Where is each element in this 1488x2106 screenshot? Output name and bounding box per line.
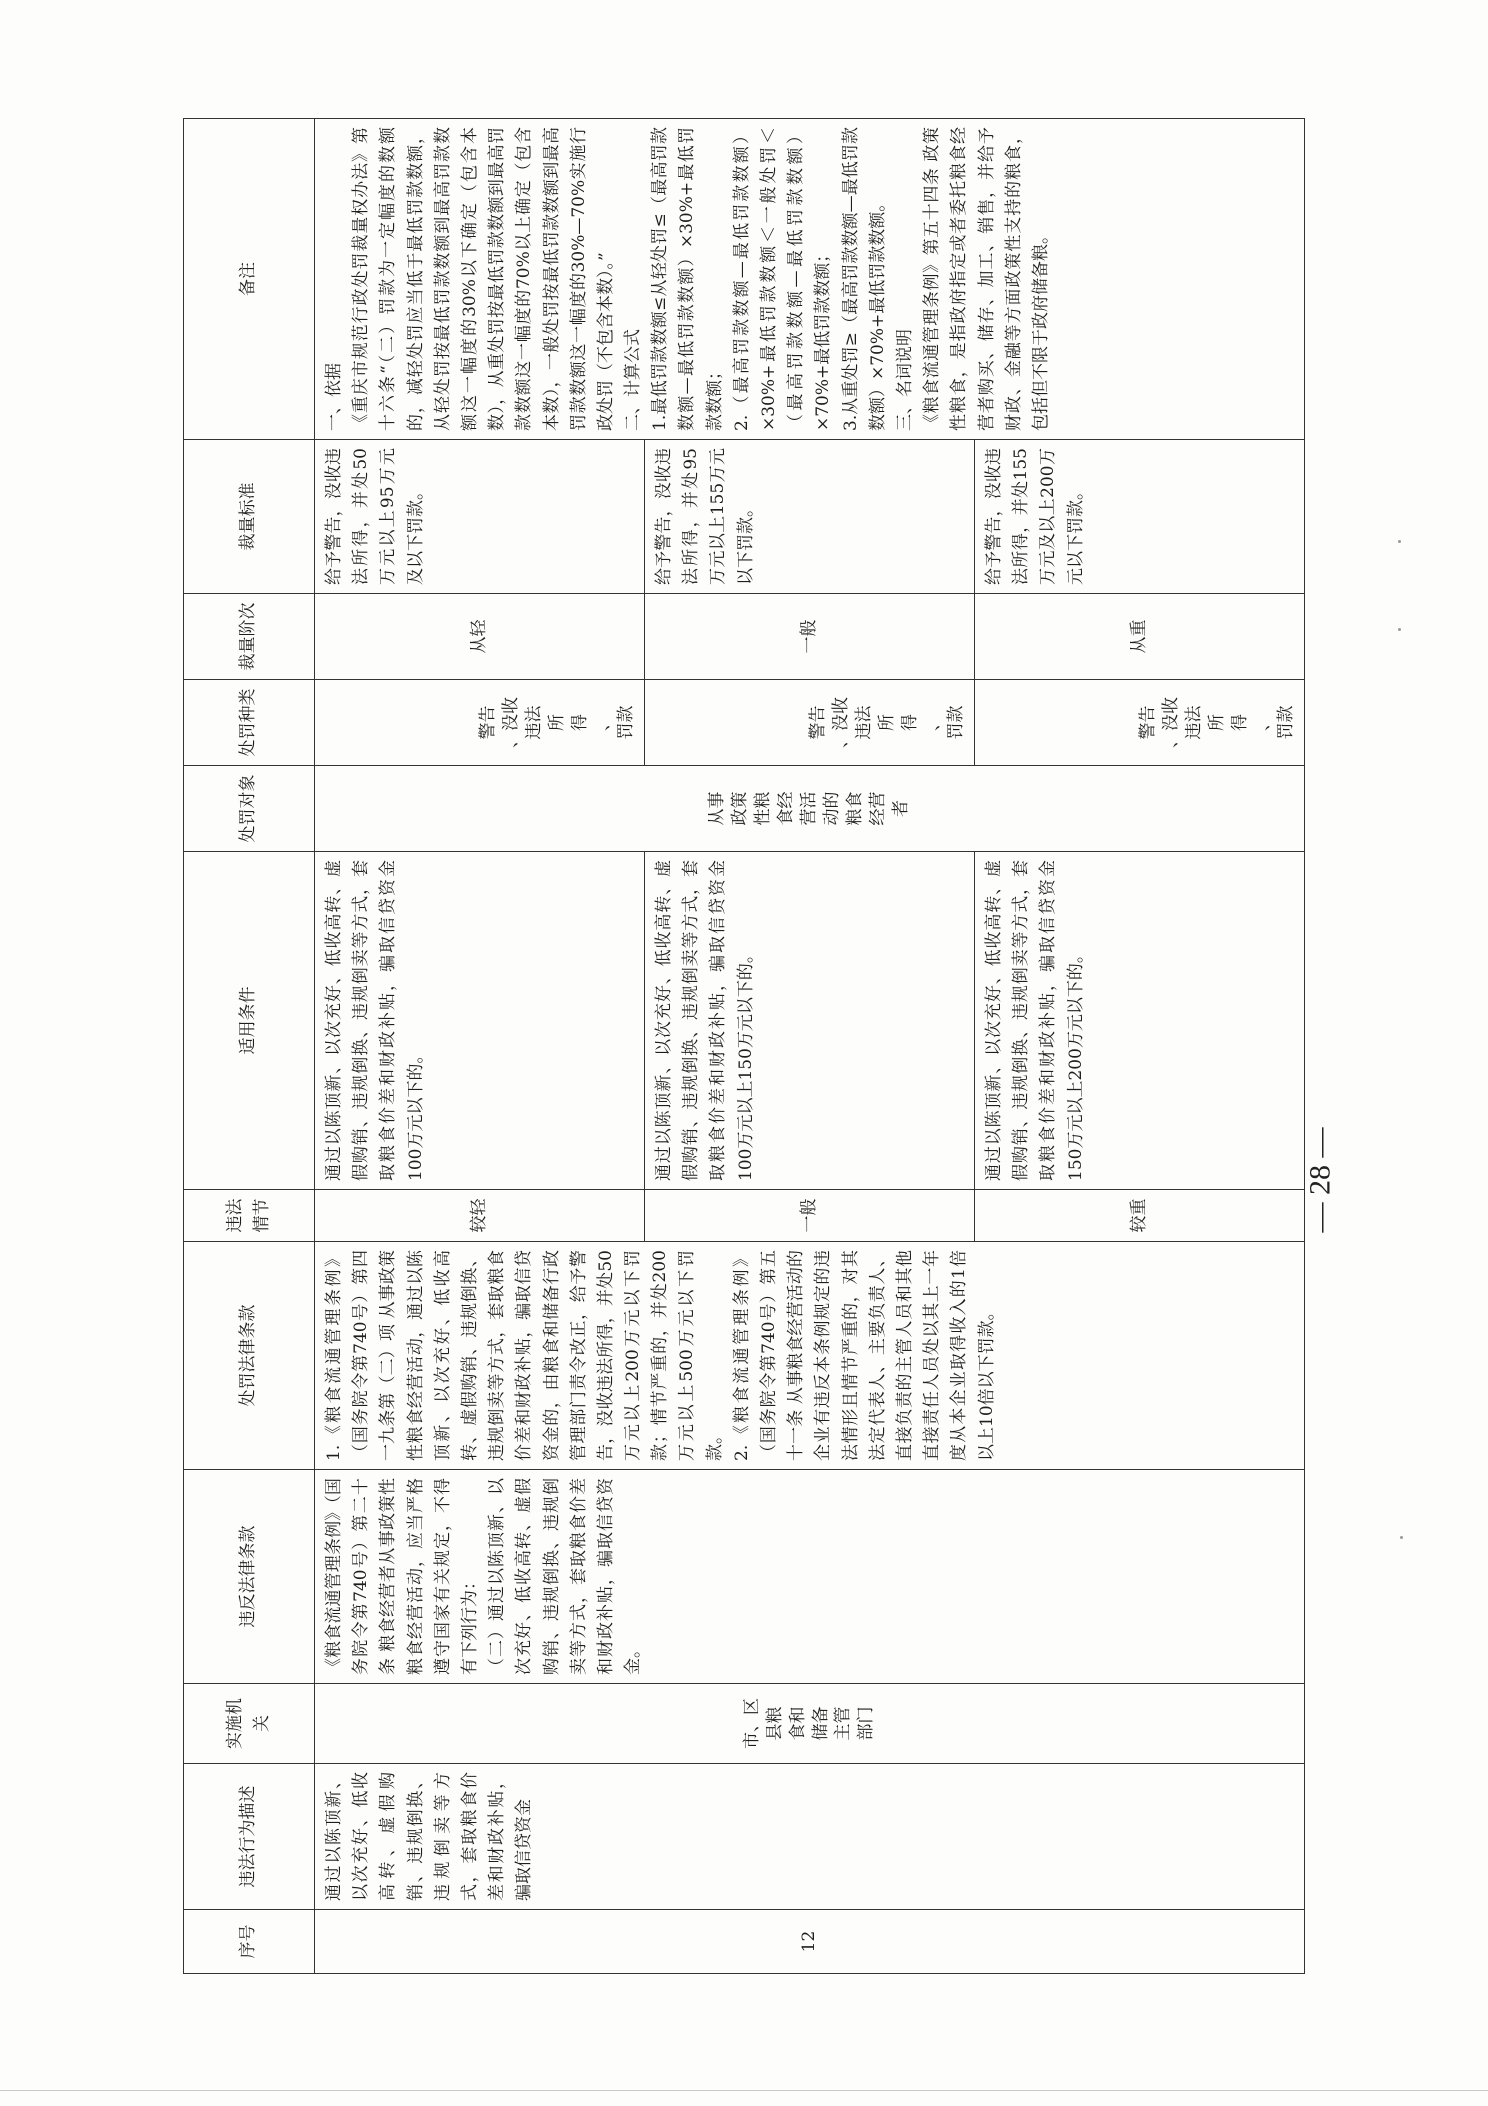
header-row	[184, 119, 315, 1974]
table-row	[315, 119, 645, 1974]
row-description	[315, 1764, 1305, 1910]
penalty-type-line: 所	[547, 714, 568, 731]
standard-cell	[644, 440, 974, 594]
header-seq: 序号	[184, 1910, 315, 1974]
row-target	[315, 766, 1305, 852]
penalty-type-line: 警告	[1138, 705, 1159, 740]
target-line: 从事	[707, 791, 728, 826]
header-circumstance: 违法情节	[184, 1190, 315, 1242]
conditions-cell	[974, 852, 1304, 1190]
circumstance-cell: 较轻	[315, 1190, 645, 1242]
circumstance-cell: 一般	[644, 1190, 974, 1242]
row-description-text: 通过以陈顶新、以次充好、低收高转、虚假购销、违规倒换、违规倒卖等方式，套取粮食价差和财政补贴，骗取信贷资金	[324, 1772, 535, 1901]
conditions-cell	[644, 852, 974, 1190]
header-remarks: 备注	[184, 119, 315, 440]
scan-edge-line	[0, 2090, 1488, 2091]
penalty-type-line: 违法	[854, 705, 875, 740]
penalty-type-line: 所	[877, 714, 898, 731]
agency-line: 储备	[810, 1706, 831, 1741]
header-conditions: 适用条件	[184, 852, 315, 1190]
page-number-text: — 28 —	[1303, 1127, 1336, 1233]
penalty-type-line: 、	[923, 714, 944, 731]
agency-line: 食和	[787, 1706, 808, 1741]
penalty-type-line: 罚款	[946, 705, 967, 740]
penalty-type-cell	[974, 680, 1304, 766]
conditions-text: 通过以陈顶新、以次充好、低收高转、虚假购销、违规倒换、违规倒卖等方式，套取粮食价差和财政补贴，骗取信贷资金100万元以下的。	[324, 860, 426, 1181]
standard-text: 给予警告，没收违法所得，并处155万元及以上200万元以下罚款。	[983, 448, 1086, 585]
header-agency: 实施机关	[184, 1684, 315, 1764]
penalty-type-line: 、没收	[831, 697, 852, 748]
scan-speck	[1398, 628, 1401, 631]
header-standard: 裁量标准	[184, 440, 315, 594]
circumstance-cell: 较重	[974, 1190, 1304, 1242]
standard-text: 给予警告，没收违法所得，并处95万元以上155万元以下罚款。	[653, 448, 756, 585]
row-penalty-basis	[315, 1242, 1305, 1470]
penalty-discretion-table	[183, 118, 1305, 1974]
penalty-type-line: 得	[1230, 714, 1251, 731]
rotated-table-container	[183, 119, 1305, 1974]
header-description: 违法行为描述	[184, 1764, 315, 1910]
header-penalty-type: 处罚种类	[184, 680, 315, 766]
header-violated-clause: 违反法律条款	[184, 1470, 315, 1684]
penalty-type-cell	[644, 680, 974, 766]
penalty-type-line: 罚款	[616, 705, 637, 740]
agency-line: 部门	[856, 1706, 877, 1741]
penalty-basis-text: 1.《粮食流通管理条例》（国务院令第740号）第四一九条第（二）项 从事政策性粮食经营活动，通过以陈顶新、以次充好、低收高转、虚假购销、违规倒换、违规倒卖等方式，套取粮食价差和财政补贴，骗取信贷资金的，由粮食和储备行政管理部门责令改正，给予警告，没收违法所得，并处50万元以上200万元以下罚款；情节严重的，并处200万元以上500万元以下罚款。 2.《粮食流通管理条例》（国务院令第740号）第五十一条 从事粮食经营活动的企业有违反本条例规定的违法情形且情节严重的，对其法定代表人、主要负责人、直接负责的主管人员和其他直接责任人员处以其上一年度从本企业取得收入的1倍以上10倍以下罚款。	[324, 1250, 997, 1461]
target-line: 政策	[730, 791, 751, 826]
row-remarks	[315, 119, 1305, 440]
remarks-text: 一、依据 《重庆市规范行政处罚裁量权办法》第十六条“（二）罚款为一定幅度的数额的，减轻处罚应当低于最低罚款数额，从轻处罚按最低罚款数额到最高罚款数额这一幅度的30%以下确定（包含本数），从重处罚按最低罚款数额到最高罚款数额这一幅度的70%以上确定（包含本数），一般处罚按最低罚款数额到最高罚款数额这一幅度的30%—70%实施行政处罚（不包含本数）。” 二、计算公式 1.最低罚款数额≤从轻处罚≤（最高罚款数额—最低罚款数额）×30%+最低罚款数额； 2.（最高罚款数额—最低罚款数额）×30%+最低罚款数额＜一般处罚＜（最高罚款数额—最低罚款数额）×70%+最低罚款数额； 3.从重处罚≥（最高罚款数额—最低罚款数额）×70%+最低罚款数额。 三、名词说明 《粮食流通管理条例》第五十四条 政策性粮食，是指政府指定或者委托粮食经营者购买、储存、加工、销售，并给予财政、金融等方面政策性支持的粮食，包括但不限于政府储备粮。	[324, 127, 1051, 431]
penalty-type-cell	[315, 680, 645, 766]
level-cell: 一般	[644, 594, 974, 680]
row-agency	[315, 1684, 1305, 1764]
target-line: 经营	[867, 791, 888, 826]
penalty-type-line: 违法	[524, 705, 545, 740]
agency-line: 主管	[833, 1706, 854, 1741]
header-penalty-basis: 处罚法律条款	[184, 1242, 315, 1470]
standard-text: 给予警告，没收违法所得，并处50万元以上95万元及以下罚款。	[324, 448, 426, 585]
row-seq: 12	[315, 1910, 1305, 1974]
agency-line: 市、区	[741, 1698, 762, 1749]
scan-speck	[1398, 540, 1401, 543]
violated-clause-text: 《粮食流通管理条例》（国务院令第740号）第二十条 粮食经营者从事政策性粮食经营活动，应当严格遵守国家有关规定，不得有下列行为： （二）通过以陈顶新、以次充好、低收高转、虚假购销、违规倒换、违规倒卖等方式，套取粮食价差和财政补贴，骗取信贷资金。	[324, 1478, 644, 1675]
penalty-type-line: 违法	[1184, 705, 1205, 740]
level-cell: 从重	[974, 594, 1304, 680]
target-line: 性粮	[753, 791, 774, 826]
target-line: 者	[890, 800, 911, 817]
scan-speck	[1400, 1536, 1403, 1539]
header-target: 处罚对象	[184, 766, 315, 852]
conditions-cell	[315, 852, 645, 1190]
target-line: 营活	[799, 791, 820, 826]
row-violated-clause	[315, 1470, 1305, 1684]
page-number	[1290, 1050, 1350, 1310]
penalty-type-line: 得	[900, 714, 921, 731]
penalty-type-line: 、	[593, 714, 614, 731]
conditions-text: 通过以陈顶新、以次充好、低收高转、虚假购销、违规倒换、违规倒卖等方式，套取粮食价差和财政补贴，骗取信贷资金100万元以上150万元以下的。	[653, 860, 756, 1181]
penalty-type-line: 罚款	[1276, 705, 1297, 740]
level-cell: 从轻	[315, 594, 645, 680]
penalty-type-line: 警告	[478, 705, 499, 740]
target-line: 食经	[776, 791, 797, 826]
penalty-type-line: 、	[1253, 714, 1274, 731]
target-line: 粮食	[844, 791, 865, 826]
target-line: 动的	[821, 791, 842, 826]
conditions-text: 通过以陈顶新、以次充好、低收高转、虚假购销、违规倒换、违规倒卖等方式，套取粮食价差和财政补贴，骗取信贷资金150万元以上200万元以下的。	[983, 860, 1086, 1181]
agency-line: 县粮	[764, 1706, 785, 1741]
penalty-type-line: 得	[570, 714, 591, 731]
standard-cell	[315, 440, 645, 594]
penalty-type-line: 、没收	[501, 697, 522, 748]
header-level: 裁量阶次	[184, 594, 315, 680]
standard-cell	[974, 440, 1304, 594]
penalty-type-line: 所	[1207, 714, 1228, 731]
penalty-type-line: 、没收	[1161, 697, 1182, 748]
penalty-type-line: 警告	[808, 705, 829, 740]
